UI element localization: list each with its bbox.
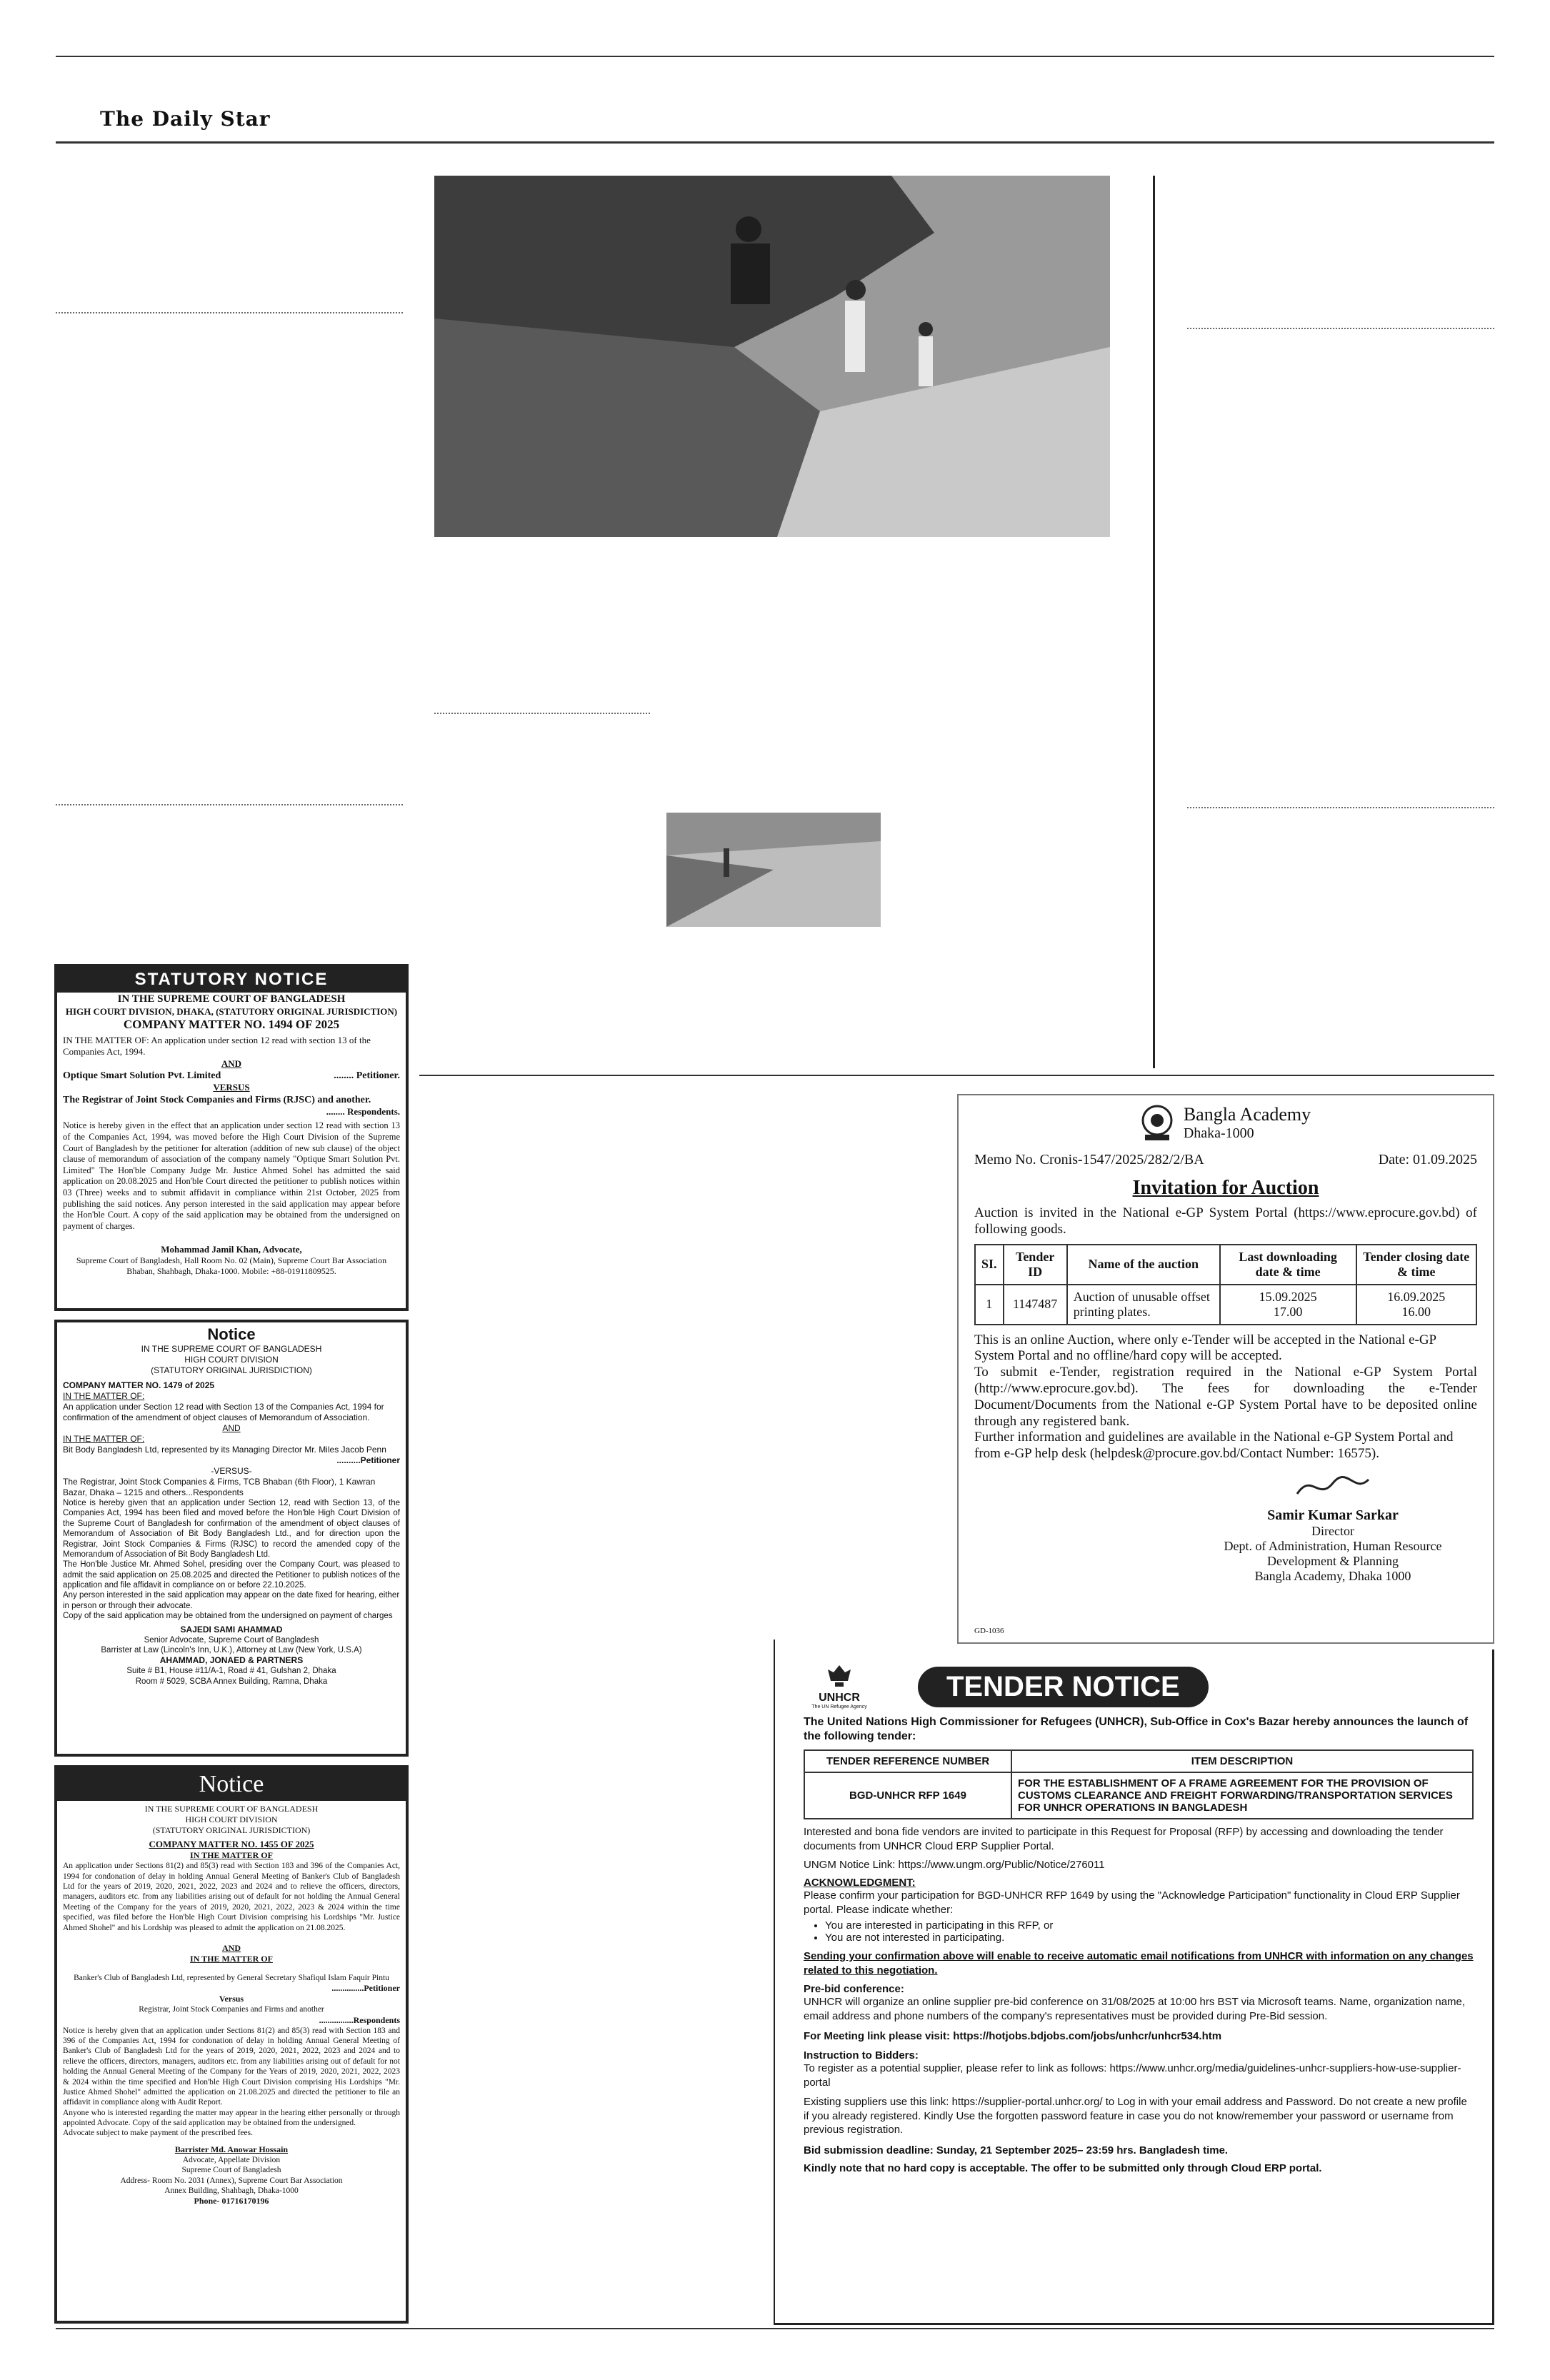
existing-suppliers: Existing suppliers use this link: https://supplier-portal.unhcr.org/ to Log in with your email address and Password. Do not create a new profile if you already registered. Kindly Use the forgotten password feature in case you do not know/remember your password or username from previous registration. (804, 2096, 1467, 2136)
notice-body-3: Any person interested in the said application may appear on the date fixed for hearing, either in person or through their advocate. (63, 1591, 400, 1610)
col-si: SI. (975, 1245, 1004, 1285)
auction-intro: Auction is invited in the National e-GP System Portal (https://www.eprocure.gov.bd) of following goods. (974, 1205, 1477, 1237)
signatory-address: Supreme Court of Bangladesh, Hall Room No. 02 (Main), Supreme Court Bar Association Bhaban, Shahbagh, Dhaka-1000. Mobile: +88-01911809525. (76, 1255, 387, 1276)
in-the-matter-2: IN THE MATTER OF (190, 1953, 273, 1964)
signature-image (1290, 1472, 1376, 1504)
notice-title: Notice (57, 1768, 406, 1801)
notice-body: Notice is hereby given in the effect that an application under section 12 read with section 13 of the Companies Act, 1994, was moved before the High Court Division of the Supreme Court of Bangladesh by the petitioner for alteration (addition of new sub clause) of the object clause of memorandum of association of the company namely "Optique Smart Solution Pvt. Limited" The Hon'ble Company Judge Mr. Justice Ahmed Sohel has admitted the said application on 20.08.2025 and Hon'ble Court directed the petitioner to publish notices within 03 (Three) weeks and to submit affidavit in compliance within 21st October, 2025 from publishing the said notices. Any person interested in the said application may appear before the Hon'ble Court. A copy of the said application may be obtained from the undersigned on payment of charges. (63, 1120, 400, 1231)
memo-number: Memo No. Cronis-1547/2025/282/2/BA (974, 1152, 1204, 1168)
and-label: AND (221, 1058, 242, 1069)
table-row (804, 1772, 1473, 1819)
jurisdiction: (STATUTORY ORIGINAL JURISDICTION) (152, 1825, 311, 1835)
in-the-matter: IN THE MATTER OF: (63, 1391, 145, 1401)
memo-date: Date: 01.09.2025 (1378, 1152, 1477, 1168)
signer-role: Director (1311, 1523, 1354, 1538)
application-text: An application under Sections 81(2) and 85(3) read with Section 183 and 396 of the Companies Act, 1994 for condonation of delay in holding Annual General Meeting of Banker's Club of Bangladesh Ltd for the years of 2019, 2020, 2021, 2022, 2023 and 2024 and to relieve the officers, directors, managers, auditors etc. from any liabilities arising out of default for not holding the Annual General Meeting of the Company for the years of 2019, 2020, 2021, 2022, 2023 & 2024 within the time specified, was filed before the Hon'ble High Court Division comprising his Lordships "Mr. Justice Ahmed Shohel" and his Lordship was pleased to admit the application on 21.08.2025. (63, 1862, 400, 1932)
notice-body-2: Anyone who is interested regarding the matter may appear in the hearing either personally or through appointed Advocate. Copy of the said application may be obtained from the undersigned. (63, 2108, 400, 2127)
signatory-title: Advocate, Appellate Division (182, 2155, 281, 2164)
court-division: HIGH COURT DIVISION, DHAKA, (STATUTORY ORIGINAL JURISDICTION) (65, 1005, 398, 1017)
notice-body: Notice is hereby given that an application under Sections 81(2) and 85(3) read with Section 183 and 396 of the Companies Act, 1994 for condonation of delay in holding Annual General Meeting of Banker's Club of Bangladesh Ltd for the years of 2019, 2020, 2021, 2022, 2023 and 2024 and to relieve the officers, directors, managers, auditors etc. from any liabilities arising out of default for not holding the Annual General Meeting of the Company for the Years of 2019, 2020, 2021, 2022, 2023 & 2024 within the time specified and Hon'ble High Court Division comprising His Lordships "Mr. Justice Ahmed Shohel" admitted the application on 21.08.2025 and directed the petitioner to file an affidavit in compliance along with Audit Report. (63, 2026, 400, 2107)
list-item: • You are interested in participating in this RFP, or (825, 1919, 1474, 1932)
col-last-download: Last downloading date & time (1220, 1245, 1356, 1285)
cell-reference: BGD-UNHCR RFP 1649 (804, 1772, 1011, 1819)
tender-intro: The United Nations High Commissioner for Refugees (UNHCR), Sub-Office in Cox's Bazar hereby announces the launch of the following tender: (804, 1716, 1469, 1742)
col-name: Name of the auction (1067, 1245, 1220, 1285)
notice-1479 (54, 1320, 409, 1757)
right-column-rule (1153, 176, 1155, 1068)
top-rule (56, 56, 1494, 57)
notice-banner: STATUTORY NOTICE (57, 967, 406, 993)
notice-1455 (54, 1765, 409, 2324)
court-name: IN THE SUPREME COURT OF BANGLADESH (141, 1344, 322, 1354)
versus-label: VERSUS (213, 1082, 250, 1093)
signatory-title: Senior Advocate, Supreme Court of Bangladesh (144, 1635, 319, 1645)
jurisdiction: (STATUTORY ORIGINAL JURISDICTION) (151, 1365, 312, 1375)
bangla-academy-logo-icon (1141, 1105, 1174, 1142)
company-matter: COMPANY MATTER NO. 1455 OF 2025 (149, 1839, 314, 1849)
ungm-link[interactable]: UNGM Notice Link: https://www.ungm.org/Public/Notice/276011 (804, 1859, 1105, 1871)
signer-dept-3: Bangla Academy, Dhaka 1000 (1254, 1568, 1411, 1583)
cell-closing: 16.09.2025 16.00 (1356, 1285, 1476, 1325)
instruction-text[interactable]: To register as a potential supplier, please refer to link as follows: https://www.unhcr.org/media/guidelines-unhcr-suppliers-how-use-supplier-portal (804, 2062, 1461, 2089)
signatory-phone: Phone- 01716170196 (194, 2196, 269, 2206)
unhcr-logo (804, 1664, 875, 1709)
logo-subtext: The UN Refugee Agency (811, 1704, 867, 1709)
org-name: Bangla Academy (1183, 1104, 1311, 1125)
left-separator-1 (56, 312, 403, 313)
notice-body: Notice is hereby given that an application under Section 12, read with Section 13, of the Companies Act, 1994 has been filed and moved before the Hon'ble High Court Division of the Supreme Court of Bangladesh for confirmation of the amendment of object clauses of Memorandum of Association of Bit Body Bangladesh Ltd., and for direction upon the Registrar, Joint Stock Companies & Firms (RJSC) to record the amended copy of the Memorandum of Association of Bit Body Bangladesh Ltd. (63, 1499, 400, 1559)
statutory-notice-1494 (54, 964, 409, 1311)
main-photo (434, 176, 1110, 537)
hard-copy-note: Kindly note that no hard copy is acceptable. The offer to be submitted only through Cloud ERP portal. (804, 2161, 1322, 2174)
table-row (975, 1285, 1476, 1325)
signature-block (1189, 1472, 1477, 1584)
and-label: AND (222, 1423, 241, 1433)
court-name: IN THE SUPREME COURT OF BANGLADESH (144, 1804, 319, 1814)
petitioner-name: Bit Body Bangladesh Ltd, represented by its Managing Director Mr. Miles Jacob Penn (63, 1445, 386, 1455)
court-division: HIGH COURT DIVISION (185, 1814, 278, 1824)
in-the-matter: IN THE MATTER OF: An application under section 12 read with section 13 of the Companies Act, 1994. (63, 1035, 371, 1058)
notice-body-4: Copy of the said application may be obtained from the undersigned on payment of charges (63, 1612, 393, 1621)
auction-header (974, 1104, 1477, 1142)
tender-header (804, 1664, 1474, 1709)
petitioner-name: Banker's Club of Bangladesh Ltd, represented by General Secretary Shafiqul Islam Faquir Pintu (74, 1973, 389, 1982)
notice-body-3: Advocate subject to make payment of the prescribed fees. (63, 2129, 253, 2138)
petitioner-role: ...............Petitioner (331, 1983, 400, 1994)
left-separator-2 (56, 804, 403, 805)
cell-name: Auction of unusable offset printing plates. (1067, 1285, 1220, 1325)
col-closing: Tender closing date & time (1356, 1245, 1476, 1285)
signer-dept: Dept. of Administration, Human Resource (1224, 1538, 1442, 1553)
versus-label: -VERSUS- (211, 1466, 252, 1476)
prebid-text: UNHCR will organize an online supplier pre-bid conference on 31/08/2025 at 10:00 hrs BST via Microsoft teams. Name, organization name, email address and phone numbers of the company's representatives must be provided during Pre-Bid session. (804, 1996, 1466, 2022)
ack-list (825, 1919, 1474, 1944)
bottom-rule (56, 2328, 1494, 2329)
signatory-name: SAJEDI SAMI AHAMMAD (180, 1624, 283, 1635)
logo-text: UNHCR (819, 1692, 860, 1704)
col-tender-id: Tender ID (1004, 1245, 1067, 1285)
riverbank-erosion-image (434, 176, 1110, 537)
tender-para-1: Interested and bona fide vendors are invited to participate in this Request for Proposal (RFP) by accessing and downloading the tender documents from UNHCR Cloud ERP Supplier Portal. (804, 1826, 1444, 1852)
company-matter: COMPANY MATTER NO. 1479 of 2025 (63, 1380, 215, 1390)
auto-notification: Sending your confirmation above will enable to receive automatic email notifications from UNHCR with information on any changes related to this negotiation. (804, 1950, 1474, 1977)
application-text: An application under Section 12 read with Section 13 of the Companies Act, 1994 for confirmation of the amendment of object clauses of Memorandum of Association. (63, 1402, 384, 1422)
company-matter: COMPANY MATTER NO. 1494 OF 2025 (123, 1018, 340, 1031)
right-separator-2 (1187, 807, 1494, 808)
prebid-heading: Pre-bid conference: (804, 1983, 904, 1995)
memo-row (974, 1152, 1477, 1168)
cell-si: 1 (975, 1285, 1004, 1325)
respondent-name: Registrar, Joint Stock Companies and Firms and another (139, 2005, 324, 2014)
versus-label: Versus (219, 1994, 244, 2004)
respondent-name: The Registrar, Joint Stock Companies & Firms, TCB Bhaban (6th Floor), 1 Kawran Bazar, Dhaka – 1215 and others...Respondents (63, 1477, 376, 1497)
list-item: • You are not interested in participating. (825, 1932, 1474, 1944)
signatory-name: Mohammad Jamil Khan, Advocate, (161, 1243, 302, 1255)
in-the-matter: IN THE MATTER OF (190, 1850, 273, 1861)
unhcr-tender-notice (774, 1650, 1494, 2325)
signatory-address-2: Annex Building, Shahbagh, Dhaka-1000 (164, 2186, 299, 2195)
instruction-heading: Instruction to Bidders: (804, 2049, 919, 2062)
meeting-link[interactable]: For Meeting link please visit: https://hotjobs.bdjobs.com/jobs/unhcr/unhcr534.htm (804, 2030, 1222, 2042)
court-name: IN THE SUPREME COURT OF BANGLADESH (117, 993, 346, 1005)
law-firm: AHAMMAD, JONAED & PARTNERS (159, 1655, 304, 1666)
tender-left-rule (774, 1640, 775, 2325)
bid-deadline: Bid submission deadline: Sunday, 21 September 2025– 23:59 hrs. Bangladesh time. (804, 2144, 1229, 2156)
auction-body-2: To submit e-Tender, registration required in the National e-GP System Portal (http://www.eprocure.gov.bd). The fees for downloading the e-Tender Document/Documents from the National e-GP System Portal have to be deposited online through any registered bank. (974, 1365, 1477, 1429)
and-label: AND (222, 1942, 241, 1953)
center-separator (434, 713, 650, 714)
petitioner-name: Optique Smart Solution Pvt. Limited (63, 1070, 221, 1081)
masthead-logo: The Daily Star (100, 107, 271, 131)
ack-text: Please confirm your participation for BGD-UNHCR RFP 1649 by using the "Acknowledge Participation" functionality in Cloud ERP Supplier portal. Please indicate whether: (804, 1889, 1460, 1916)
signer-name: Samir Kumar Sarkar (1267, 1507, 1399, 1523)
riverbank-thumbnail-image (666, 813, 881, 927)
auction-table (974, 1244, 1477, 1325)
gd-code: GD-1036 (974, 1627, 1004, 1635)
notice-body-2: The Hon'ble Justice Mr. Ahmed Sohel, presiding over the Company Court, was pleased to admit the said application on 25.08.2025 and directed the Petitioner to publish notices of the application and file affidavit in compliance on or before 22.10.2025. (63, 1560, 400, 1590)
col-reference: TENDER REFERENCE NUMBER (804, 1750, 1011, 1772)
right-separator-1 (1187, 328, 1494, 329)
tender-title: TENDER NOTICE (918, 1667, 1209, 1707)
respondent-name: The Registrar of Joint Stock Companies and Firms (RJSC) and another. (63, 1094, 371, 1105)
ads-top-rule (419, 1075, 1494, 1076)
firm-address-1: Suite # B1, House #11/A-1, Road # 41, Gulshan 2, Dhaka (126, 1667, 336, 1676)
in-the-matter-2: IN THE MATTER OF: (63, 1434, 145, 1444)
col-description: ITEM DESCRIPTION (1011, 1750, 1473, 1772)
org-city: Dhaka-1000 (1183, 1125, 1254, 1141)
unhcr-emblem-icon (825, 1664, 854, 1688)
cell-description: FOR THE ESTABLISHMENT OF A FRAME AGREEMENT FOR THE PROVISION OF CUSTOMS CLEARANCE AND FREIGHT FORWARDING/TRANSPORTATION SERVICES FOR UNHCR OPERATIONS IN BANGLADESH (1011, 1772, 1473, 1819)
petitioner-role: ........ Petitioner. (334, 1070, 400, 1081)
respondent-role: ................Respondents (319, 2014, 400, 2025)
signer-dept-2: Development & Planning (1267, 1553, 1399, 1568)
auction-title: Invitation for Auction (1132, 1177, 1319, 1199)
signatory-address-1: Address- Room No. 2031 (Annex), Supreme Court Bar Association (120, 2176, 343, 2185)
firm-address-2: Room # 5029, SCBA Annex Building, Ramna, Dhaka (135, 1677, 328, 1686)
cell-tender-id: 1147487 (1004, 1285, 1067, 1325)
petitioner-row (63, 1070, 400, 1083)
court-division: HIGH COURT DIVISION (184, 1355, 279, 1365)
petitioner-role: ..........Petitioner (336, 1455, 400, 1465)
auction-body: This is an online Auction, where only e-Tender will be accepted in the National e-GP System Portal and no offline/hard copy will be accepted. (974, 1332, 1436, 1364)
masthead-rule (56, 141, 1494, 144)
signatory-name: Barrister Md. Anowar Hossain (174, 2144, 289, 2154)
tender-table (804, 1749, 1474, 1819)
signatory-court: Supreme Court of Bangladesh (181, 2166, 281, 2175)
ack-heading: ACKNOWLEDGMENT: (804, 1877, 916, 1889)
notice-title: Notice (207, 1325, 256, 1343)
small-photo (666, 813, 881, 927)
respondent-role: ........ Respondents. (326, 1106, 400, 1117)
bangla-academy-auction (957, 1094, 1494, 1644)
cell-last-download: 15.09.2025 17.00 (1220, 1285, 1356, 1325)
auction-body-3: Further information and guidelines are available in the National e-GP System Portal and from e-GP help desk (helpdesk@procure.gov.bd/Contact Number: 16575). (974, 1430, 1454, 1462)
signatory-credentials: Barrister at Law (Lincoln's Inn, U.K.), Attorney at Law (New York, U.S.A) (101, 1645, 362, 1655)
